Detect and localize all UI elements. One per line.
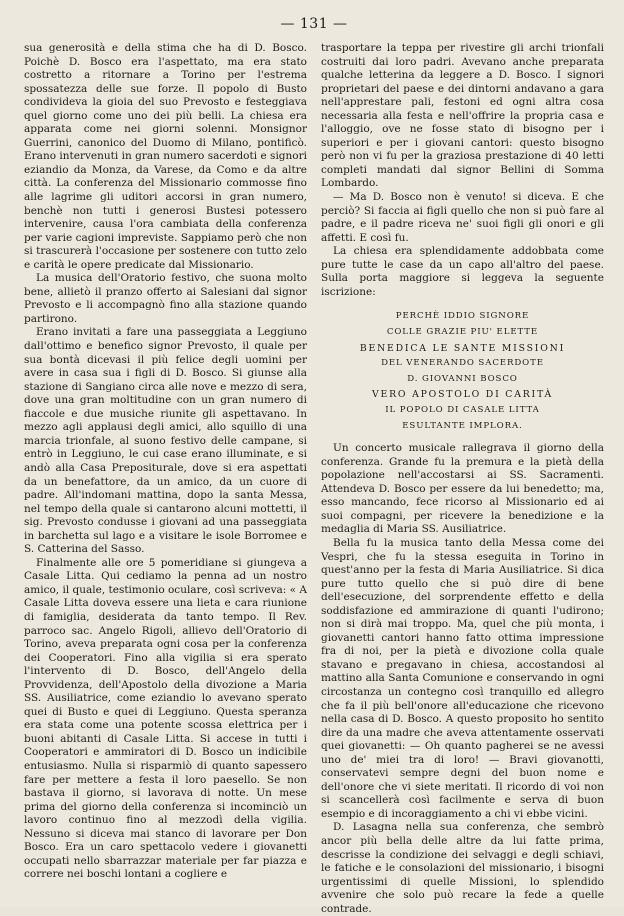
paragraph: sua generosità e della stima che ha di D. Bosco. Poichè D. Bosco era l'aspettato, ma era stato costretto a ritornare a Torino per l'estrema spossatezza delle sue forze. Il popolo di Busto condivideva la gioia del suo Prevosto e festeggiava quel giorno come uno dei più belli. La chiesa era apparata come nei giorni solenni. Monsignor Guerrini, canonico del Duomo di Milano, pontificò. Erano intervenuti in gran numero sacerdoti e signori eziandio da Monza, da Varese, da Como e da altre città. La conferenza del Missionario commosse fino alle lagrime gli uditori accorsi in gran numero, benchè non tutti i generosi Bustesi potessero intervenire, causa l'ora cambiata della conferenza per varie cagioni impreviste. Sappiamo però che non si trascurerà l'occasione per sostenere con tutto zelo e carità le opere predicate dal Missionario. bbox=[24, 42, 307, 271]
page-number: — 131 — bbox=[280, 16, 348, 32]
inscription-line: VERO APOSTOLO DI CARITÀ bbox=[372, 389, 553, 401]
text-columns bbox=[24, 42, 604, 916]
inscription-line: D. GIOVANNI BOSCO bbox=[407, 373, 518, 384]
paragraph: Erano invitati a fare una passeggiata a Leggiuno dall'ottimo e benefico signor Prevosto, il quale per sua bontà dicevasi il più felice degli uomini per avere in casa sua i figli di D. Bosco. Si giunse alla stazione di Sangiano circa alle nove e mezzo di sera, dove una gran moltitudine con un gran numero di fiaccole e due musiche riunite gli aspettavano. In mezzo agli applausi degli amici, allo squillo di una marcia trionfale, al suono festivo delle campane, si entrò in Leggiuno, le cui case erano illuminate, e si andò alla Casa Prepositurale, dove si era aspettati da un benefattore, da un amico, da un cuore di padre. All'indomani mattina, dopo la santa Messa, nel tempo della quale si cantarono alcuni mottetti, il sig. Prevosto condusse i giovani ad una passeggiata in barchetta sul lago e a visitare le isole Borromee e S. Catterina del Sasso. bbox=[24, 326, 307, 556]
inscription-line: BENEDICA LE SANTE MISSIONI bbox=[359, 342, 566, 354]
paragraph: — Ma D. Bosco non è venuto! si diceva. E che perciò? Si faccia ai figli quello che non si può fare al padre, e il padre riceva ne' suoi figli gli onori e gli affetti. E così fu. bbox=[321, 191, 604, 244]
right-column-before-inscription bbox=[321, 42, 604, 299]
inscription-line: DEL VENERANDO SACERDOTE bbox=[381, 358, 544, 369]
inscription-line: COLLE GRAZIE PIU' ELETTE bbox=[386, 326, 539, 337]
inscription bbox=[321, 309, 604, 434]
left-column bbox=[24, 42, 307, 916]
inscription-line: ESULTANTE IMPLORA. bbox=[402, 420, 523, 431]
paragraph: trasportare la teppa per rivestire gli archi trionfali costruiti dai loro padri. Avevano anche preparata qualche letterina da leggere a D. Bosco. I signori proprietari del paese e dei dintorni andavano a gara nell'apprestare pali, festoni ed ogni altra cosa necessaria alla festa e nell'offrire la propria casa e l'alloggio, ove ne fosse stato di bisogno per i superiori e per i giovani cantori: questo bisogno però non vi fu per la graziosa prestazione di 40 letti completi mandati dal signor Bellini di Somma Lombardo. bbox=[321, 42, 604, 190]
paragraph: Un concerto musicale rallegrava il giorno della conferenza. Grande fu la premura e la pietà della popolazione nell'accostarsi ai SS. Sacramenti. Attendeva D. Bosco per essere da lui benedetto; ma, esso mancando, fece ricorso al Missionario ed ai suoi compagni, per ricevere la benedizione e la medaglia di Maria SS. Ausiliatrice. bbox=[321, 442, 604, 536]
inscription-line: IL POPOLO DI CASALE LITTA bbox=[385, 404, 540, 415]
paragraph: Finalmente alle ore 5 pomeridiane si giungeva a Casale Litta. Qui cediamo la penna ad un nostro amico, il quale, testimonio oculare, così scriveva: « A Casale Litta doveva essere una lieta e cara riunione di famiglia, desiderata da tanto tempo. Il Rev. parroco sac. Angelo Rigoli, allievo dell'Oratorio di Torino, aveva preparata ogni cosa per la conferenza dei Cooperatori. Fino alla vigilia si era sperato l'intervento di D. Bosco, dell'Angelo della Provvidenza, dell'Apostolo della divozione a Maria SS. Ausiliatrice, come eziandio lo avevano sperato quei di Busto e quei di Leggiuno. Questa speranza era stata come una potente scossa elettrica per i buoni abitanti di Casale Litta. Si accese in tutti i Cooperatori e ammiratori di D. Bosco un indicibile entusiasmo. Nulla si risparmiò di quanto sapessero fare per mettere a festa il loro paesello. Se non bastava il giorno, si lavorava di notte. Un mese prima del giorno della conferenza si incominciò un lavoro continuo fino al mezzodì della vigilia. Nessuno si diceva mai stanco di lavorare per Don Bosco. Era un caro spettacolo vedere i giovanetti occupati nello sbarrazzar materiale per far piazza e correre nei boschi lontani a cogliere e bbox=[24, 556, 307, 881]
paragraph: Bella fu la musica tanto della Messa come dei Vespri, che fu la stessa eseguita in Torino in quest'anno per la festa di Maria Ausiliatrice. Si dica pure tutto quello che si può dire di bene dell'esecuzione, del sorprendente effetto e della soddisfazione ed ammirazione di quanti l'udirono; non si dirà mai troppo. Ma, quel che più monta, i giovanetti cantori hanno fatto ottima impressione fra di noi, per la pietà e divozione colla quale stavano e pregavano in chiesa, accostandosi al mattino alla Santa Comunione e conservando in ogni circostanza un contegno così tranquillo ed allegro che fa il più bell'onore all'educazione che ricevono nella casa di D. Bosco. A questo proposito ho sentito dire da una madre che aveva attentamente osservati quei giovanetti: — Oh quanto pagherei se ne avessi uno de' miei tra di loro! — Bravi giovanotti, conservatevi sempre degni del buon nome e dell'onore che vi siete meritati. Il ricordo di voi non si scancellerà così facilmente e serva di buon esempio e di incoraggiamento a chi vi ebbe vicini. bbox=[321, 536, 604, 820]
right-column-after-inscription bbox=[321, 442, 604, 916]
paragraph: La musica dell'Oratorio festivo, che suona molto bene, allietò il pranzo offerto ai Salesiani dal signor Prevosto e li accompagnò fino alla stazione quando partirono. bbox=[24, 272, 307, 325]
inscription-line: PERCHÈ IDDIO SIGNORE bbox=[395, 311, 530, 322]
paragraph: D. Lasagna nella sua conferenza, che sembrò ancor più bella delle altre da lui fatte prima, descrisse la condizione dei selvaggi e degli schiavi, le fatiche e le consolazioni del missionario, i bisogni urgentissimi di quelle Missioni, lo splendido avvenire che solo può recare la fede a quelle contrade. bbox=[321, 821, 604, 915]
right-column bbox=[321, 42, 604, 916]
paragraph: La chiesa era splendidamente addobbata come pure tutte le case da un capo all'altro del paese. Sulla porta maggiore si leggeva la seguente iscrizione: bbox=[321, 245, 604, 298]
